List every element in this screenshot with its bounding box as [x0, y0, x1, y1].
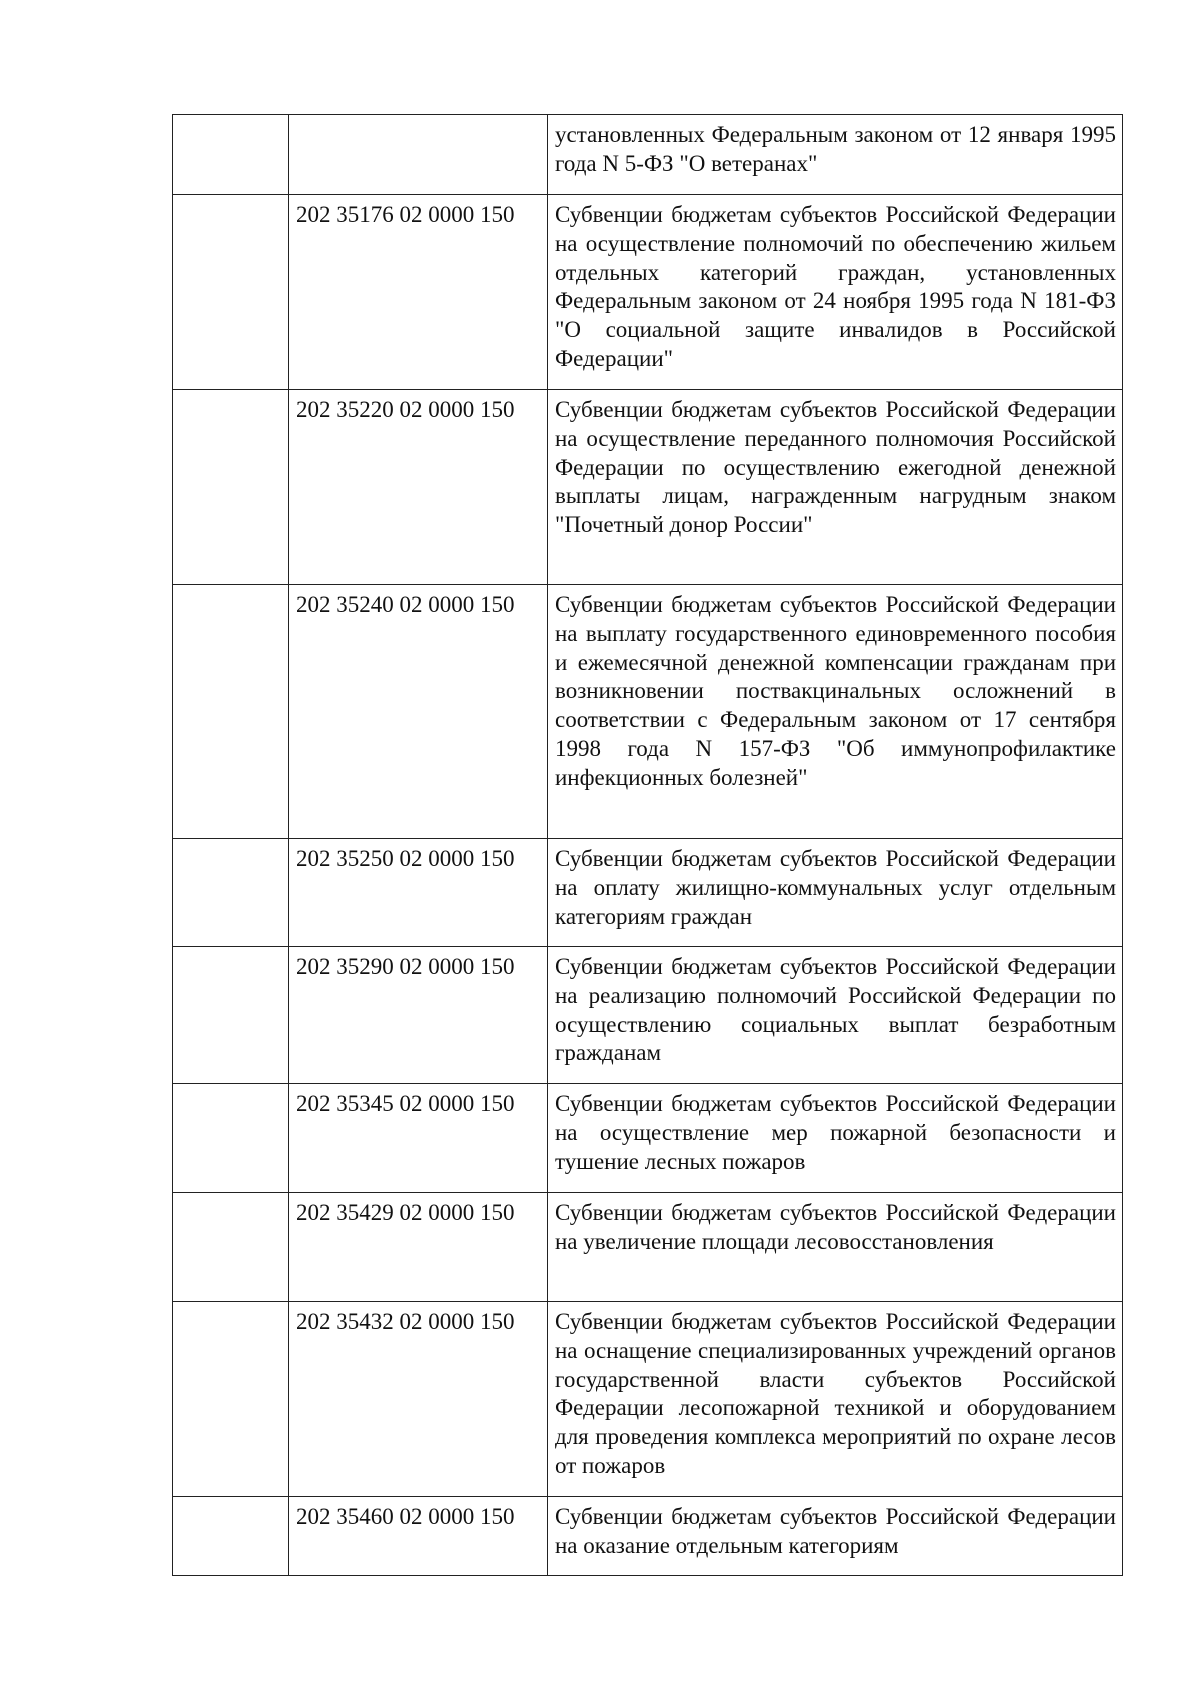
- row-number-cell: [173, 115, 289, 195]
- row-number-cell: [173, 947, 289, 1084]
- description-cell: установленных Федеральным законом от 12 января 1995 года N 5-ФЗ "О ветеранах": [548, 115, 1123, 195]
- budget-code-cell: 202 35290 02 0000 150: [289, 947, 548, 1084]
- table-row: [173, 195, 1123, 390]
- budget-codes-table: [172, 114, 1123, 1576]
- table-row: [173, 1193, 1123, 1302]
- table-row: [173, 1497, 1123, 1576]
- description-cell: Субвенции бюджетам субъектов Российской Федерации на оплату жилищно-коммунальных услуг отдельным категориям граждан: [548, 839, 1123, 947]
- budget-code-cell: 202 35460 02 0000 150: [289, 1497, 548, 1576]
- budget-code-cell: [289, 115, 548, 195]
- description-cell: Субвенции бюджетам субъектов Российской Федерации на осуществление мер пожарной безопасности и тушение лесных пожаров: [548, 1084, 1123, 1193]
- row-number-cell: [173, 585, 289, 839]
- row-number-cell: [173, 1302, 289, 1497]
- table-row: [173, 839, 1123, 947]
- table-row: [173, 390, 1123, 585]
- budget-code-cell: 202 35176 02 0000 150: [289, 195, 548, 390]
- description-cell: Субвенции бюджетам субъектов Российской Федерации на оказание отдельным категориям: [548, 1497, 1123, 1576]
- budget-code-cell: 202 35220 02 0000 150: [289, 390, 548, 585]
- table-row: [173, 947, 1123, 1084]
- row-number-cell: [173, 1193, 289, 1302]
- row-number-cell: [173, 390, 289, 585]
- table-row: [173, 115, 1123, 195]
- description-cell: Субвенции бюджетам субъектов Российской Федерации на выплату государственного единовременного пособия и ежемесячной денежной компенсации гражданам при возникновении поствакцинальных осложнений в соответствии с Федеральным законом от 17 сентября 1998 года N 157-ФЗ "Об иммунопрофилактике инфекционных болезней": [548, 585, 1123, 839]
- row-number-cell: [173, 195, 289, 390]
- row-number-cell: [173, 1084, 289, 1193]
- row-number-cell: [173, 839, 289, 947]
- row-number-cell: [173, 1497, 289, 1576]
- description-cell: Субвенции бюджетам субъектов Российской Федерации на оснащение специализированных учреждений органов государственной власти субъектов Российской Федерации лесопожарной техникой и оборудованием для проведения комплекса мероприятий по охране лесов от пожаров: [548, 1302, 1123, 1497]
- table-row: [173, 585, 1123, 839]
- table-row: [173, 1084, 1123, 1193]
- budget-code-cell: 202 35429 02 0000 150: [289, 1193, 548, 1302]
- budget-code-cell: 202 35250 02 0000 150: [289, 839, 548, 947]
- description-cell: Субвенции бюджетам субъектов Российской Федерации на осуществление полномочий по обеспечению жильем отдельных категорий граждан, установленных Федеральным законом от 24 ноября 1995 года N 181-ФЗ "О социальной защите инвалидов в Российской Федерации": [548, 195, 1123, 390]
- description-cell: Субвенции бюджетам субъектов Российской Федерации на реализацию полномочий Российской Федерации по осуществлению социальных выплат безработным гражданам: [548, 947, 1123, 1084]
- budget-code-cell: 202 35240 02 0000 150: [289, 585, 548, 839]
- budget-code-cell: 202 35432 02 0000 150: [289, 1302, 548, 1497]
- table-row: [173, 1302, 1123, 1497]
- description-cell: Субвенции бюджетам субъектов Российской Федерации на увеличение площади лесовосстановления: [548, 1193, 1123, 1302]
- description-cell: Субвенции бюджетам субъектов Российской Федерации на осуществление переданного полномочия Российской Федерации по осуществлению ежегодной денежной выплаты лицам, награжденным нагрудным знаком "Почетный донор России": [548, 390, 1123, 585]
- budget-code-cell: 202 35345 02 0000 150: [289, 1084, 548, 1193]
